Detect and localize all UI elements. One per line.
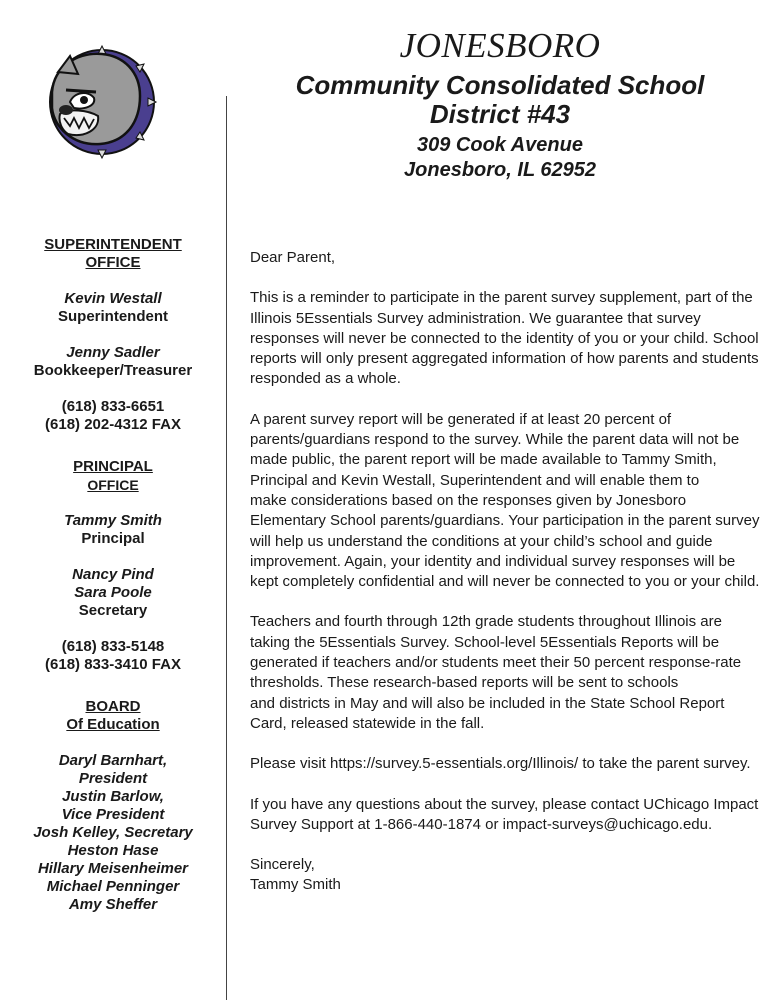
paragraph-line: Illinois 5Essentials Survey administration. We guarantee that survey <box>250 309 701 327</box>
letter-signoff <box>250 855 750 896</box>
superintendent-heading-line1: SUPERINTENDENT <box>44 236 182 253</box>
board-member: President <box>78 770 148 787</box>
board-heading-line1: BOARD <box>85 698 141 715</box>
board-member: Hillary Meisenheimer <box>37 860 189 877</box>
board-member: Vice President <box>61 806 165 823</box>
secretary-name: Nancy Pind <box>72 566 154 583</box>
paragraph-line: Survey Support at 1-866-440-1874 or impact-surveys@uchicago.edu. <box>250 815 713 833</box>
superintendent-heading-line2: OFFICE <box>85 254 141 271</box>
secretary-role: Secretary <box>78 602 148 619</box>
district-name-line2: District #43 <box>429 99 571 129</box>
address-city: Jonesboro, IL 62952 <box>404 159 596 181</box>
board-member: Justin Barlow, <box>62 788 164 805</box>
bulldog-logo-icon <box>44 44 160 160</box>
paragraph-line: improvement. Again, your identity and individual survey responses will be <box>250 552 736 570</box>
paragraph-line: will help us understand the conditions at your child’s school and guide <box>250 532 713 550</box>
paragraph-line: parents/guardians respond to the survey. While the parent data will not be <box>250 431 740 449</box>
letter-paragraph-3 <box>250 612 750 734</box>
letter-signature: Tammy Smith <box>250 876 341 894</box>
paragraph-line: If you have any questions about the survey, please contact UChicago Impact <box>250 795 759 813</box>
letter-paragraph-4 <box>250 754 750 774</box>
staff-name: Jenny Sadler <box>66 344 160 361</box>
staff-role: Superintendent <box>57 308 168 325</box>
principal-heading-line2: OFFICE <box>87 477 139 493</box>
paragraph-line: This is a reminder to participate in the parent survey supplement, part of the <box>250 289 753 307</box>
letter-paragraph-2 <box>250 410 760 593</box>
superintendent-phone: (618) 833-6651 <box>61 398 165 415</box>
letter-body <box>250 248 760 896</box>
vertical-divider <box>226 96 227 1000</box>
board-member: Amy Sheffer <box>68 896 158 913</box>
paragraph-line: responded as a whole. <box>250 370 401 388</box>
board-member: Heston Hase <box>67 842 159 859</box>
board-member: Daryl Barnhart, <box>58 752 168 769</box>
letter-closing: Sincerely, <box>250 856 315 874</box>
staff-name: Kevin Westall <box>64 290 162 307</box>
district-title: JONESBORO <box>399 26 601 65</box>
letter-greeting: Dear Parent, <box>250 249 336 266</box>
address-street: 309 Cook Avenue <box>417 134 583 156</box>
letterhead-header <box>240 28 760 183</box>
paragraph-line: Principal and Kevin Westall, Superintendent and will enable them to <box>250 471 700 489</box>
board-heading-line2: Of Education <box>66 716 160 733</box>
paragraph-line: Teachers and fourth through 12th grade students throughout Illinois are <box>250 613 722 631</box>
principal-role: Principal <box>81 530 145 547</box>
board-member: Michael Penninger <box>46 878 180 895</box>
secretary-name: Sara Poole <box>74 584 152 601</box>
sidebar-directory <box>0 236 226 914</box>
paragraph-line: and districts in May and will also be included in the State School Report <box>250 694 725 712</box>
letter-paragraph-1 <box>250 288 759 389</box>
paragraph-line: Card, released statewide in the fall. <box>250 714 485 732</box>
staff-role: Bookkeeper/Treasurer <box>33 362 193 379</box>
paragraph-line: generated if teachers and/or students meet their 50 percent response-rate <box>250 654 742 672</box>
paragraph-line: thresholds. These research-based reports will be sent to schools <box>250 674 679 692</box>
paragraph-line: make considerations based on the responses given by Jonesboro <box>250 491 687 509</box>
paragraph-line: responses will never be connected to the identity of you or your child. School <box>250 329 759 347</box>
superintendent-fax: (618) 202-4312 FAX <box>45 416 181 433</box>
principal-name: Tammy Smith <box>64 512 162 529</box>
principal-phone: (618) 833-5148 <box>61 638 165 655</box>
paragraph-line: Elementary School parents/guardians. Your participation in the parent survey <box>250 512 760 530</box>
principal-heading-line1: PRINCIPAL <box>73 458 153 475</box>
paragraph-line: A parent survey report will be generated if at least 20 percent of <box>250 410 672 428</box>
paragraph-line: kept completely confidential and will never be connected to you or your child. <box>250 573 760 591</box>
district-name-line1: Community Consolidated School <box>295 70 705 100</box>
survey-link-line: Please visit https://survey.5-essentials.org/Illinois/ to take the parent survey. <box>250 755 751 773</box>
paragraph-line: reports will only present aggregated information of how parents and students <box>250 350 759 368</box>
letter-paragraph-5 <box>250 795 759 836</box>
paragraph-line: made public, the parent report will be made available to Tammy Smith, <box>250 451 717 469</box>
principal-fax: (618) 833-3410 FAX <box>45 656 181 673</box>
paragraph-line: taking the 5Essentials Survey. School-level 5Essentials Reports will be <box>250 633 720 651</box>
board-member: Josh Kelley, Secretary <box>33 824 193 841</box>
